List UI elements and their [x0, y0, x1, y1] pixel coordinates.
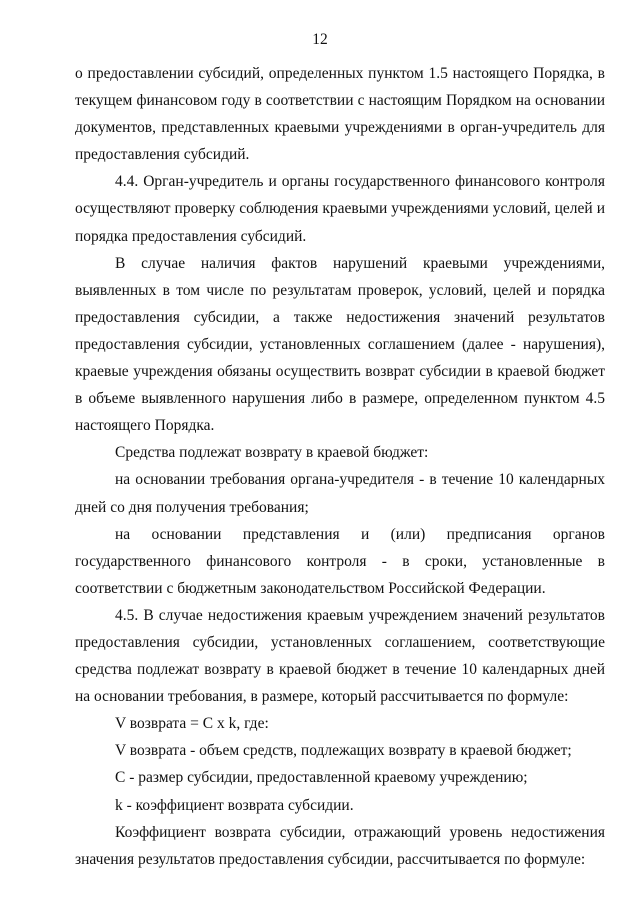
paragraph-control-orders: на основании представления и (или) предписания органов государственного финансового контроля - в сроки, установленные в соответствии с бюджетным законодательством Российской Федерации.: [75, 525, 605, 597]
formula-definition-k: k - коэффициент возврата субсидии.: [115, 796, 354, 814]
formula-definition-v: V возврата - объем средств, подлежащих возврату в краевой бюджет;: [115, 742, 572, 760]
paragraph-coefficient: Коэффициент возврата субсидии, отражающий уровень недостижения значения результатов предоставления субсидии, рассчитывается по формуле:: [75, 823, 605, 868]
paragraph-4-4: 4.4. Орган-учредитель и органы государственного финансового контроля осуществляют проверку соблюдения краевыми учреждениями условий, целей и порядка предоставления субсидий.: [75, 173, 605, 245]
paragraph-founder-requirement: на основании требования органа-учредителя - в течение 10 календарных дней со дня получения требования;: [75, 471, 605, 516]
paragraph-continuation: о предоставлении субсидий, определенных пунктом 1.5 настоящего Порядка, в текущем финансовом году в соответствии с настоящим Порядком на основании документов, представленных краевыми учреждениями в орган-учредитель для предоставления субсидий.: [75, 65, 605, 164]
paragraph-violations: В случае наличия фактов нарушений краевыми учреждениями, выявленных в том числе по результатам проверок, условий, целей и порядка предоставления субсидии, а также недостижения значений результатов предоставления субсидии, установленных соглашением (далее - нарушения), краевые учреждения обязаны осуществить возврат субсидии в краевой бюджет в объеме выявленного нарушения либо в размере, определенном пунктом 4.5 настоящего Порядка.: [75, 254, 605, 435]
page-number: 12: [312, 31, 328, 48]
paragraph-return-funds: Средства подлежат возврату в краевой бюджет:: [115, 444, 429, 462]
formula-definition-c: C - размер субсидии, предоставленной краевому учреждению;: [115, 769, 528, 787]
formula-line: V возврата = C x k, где:: [115, 715, 269, 733]
paragraph-4-5: 4.5. В случае недостижения краевым учреждением значений результатов предоставления субсидии, установленных соглашением, соответствующие средства подлежат возврату в краевой бюджет в течение 10 календарных дней на основании требования, в размере, который рассчитывается по формуле:: [75, 606, 605, 706]
document-body: [75, 60, 605, 873]
